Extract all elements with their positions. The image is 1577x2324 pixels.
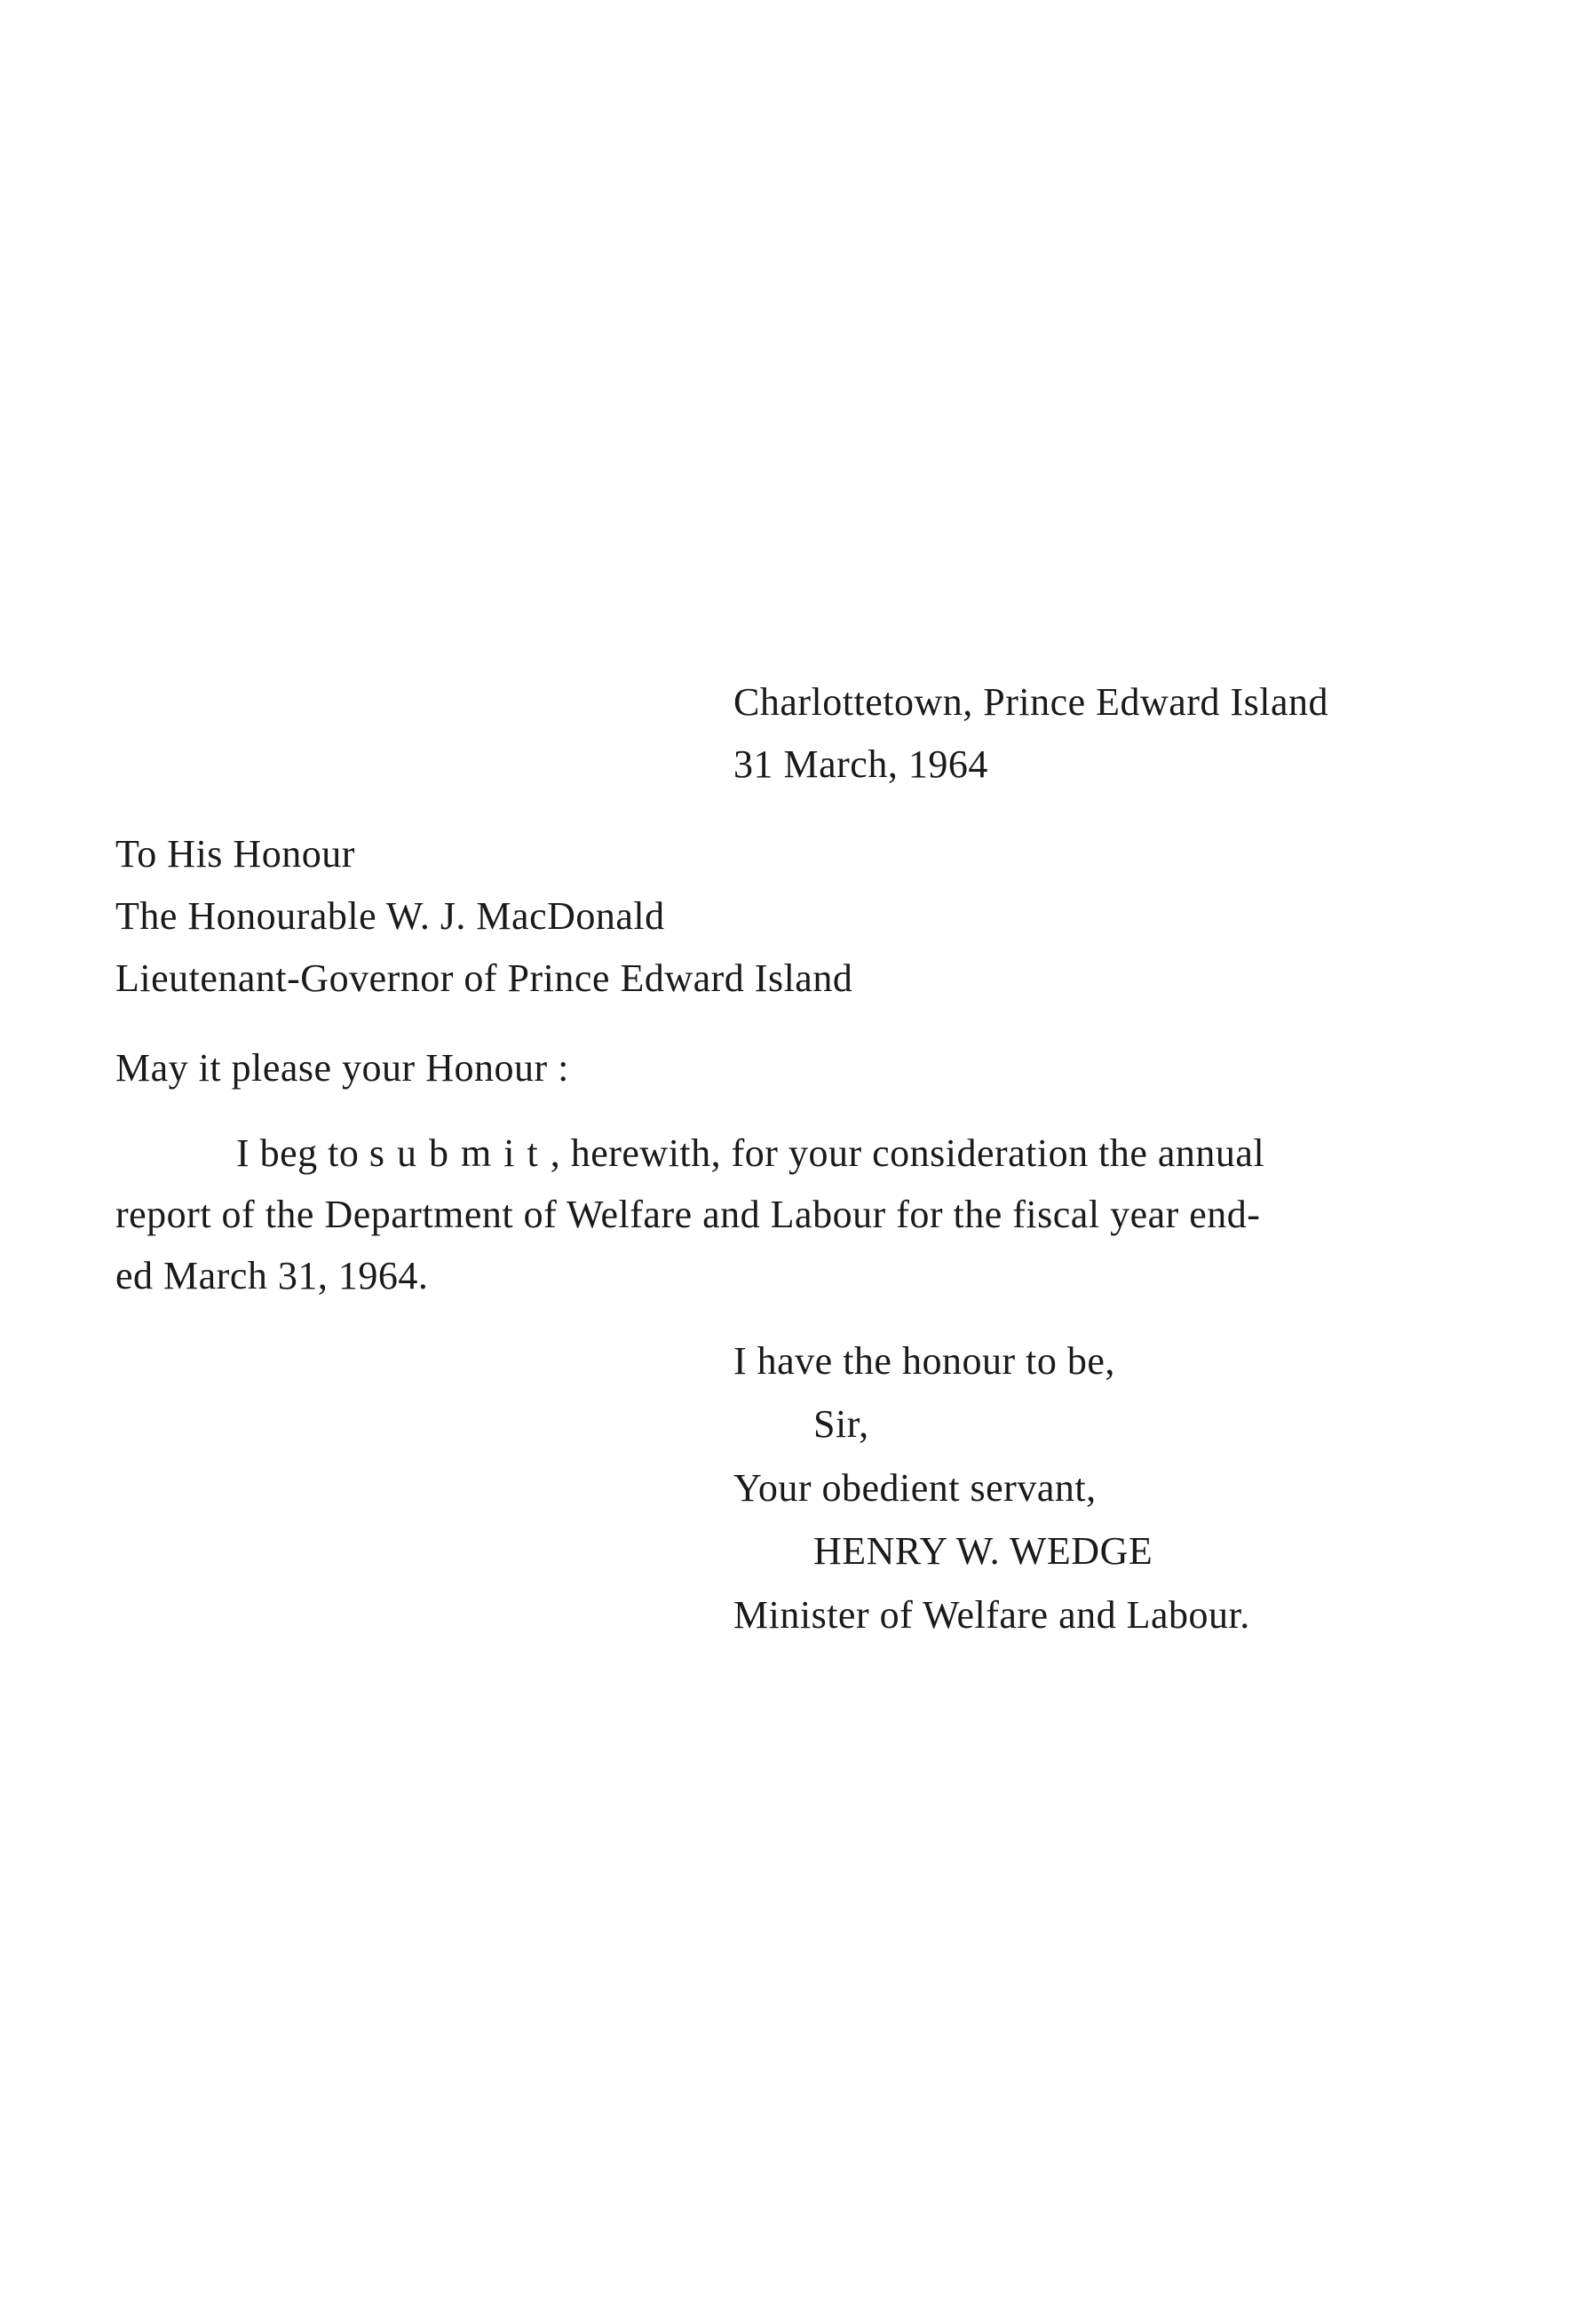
closing-line-1: I have the honour to be, [733, 1339, 1115, 1383]
closing-line-3: Your obedient servant, [733, 1466, 1097, 1510]
salutation: May it please your Honour : [115, 1046, 569, 1090]
signatory-name: HENRY W. WEDGE [813, 1529, 1153, 1573]
body-line-1 [236, 1129, 1264, 1178]
date-line: 31 March, 1964 [733, 742, 988, 786]
body-line-1-spaced-word: submit [368, 1131, 551, 1175]
place-line: Charlottetown, Prince Edward Island [733, 680, 1329, 724]
address-line-2: The Honourable W. J. MacDonald [115, 894, 665, 938]
address-line-3: Lieutenant-Governor of Prince Edward Island [115, 956, 853, 1000]
signatory-title: Minister of Welfare and Labour. [733, 1593, 1250, 1637]
address-line-1: To His Honour [115, 832, 355, 876]
body-line-1-start: I beg to [236, 1131, 360, 1175]
body-line-2: report of the Department of Welfare and Labour for the fiscal year end- [115, 1193, 1261, 1236]
closing-line-2: Sir, [813, 1402, 869, 1446]
body-line-3: ed March 31, 1964. [115, 1254, 429, 1297]
body-line-1-end: , herewith, for your consideration the annual [550, 1131, 1265, 1175]
